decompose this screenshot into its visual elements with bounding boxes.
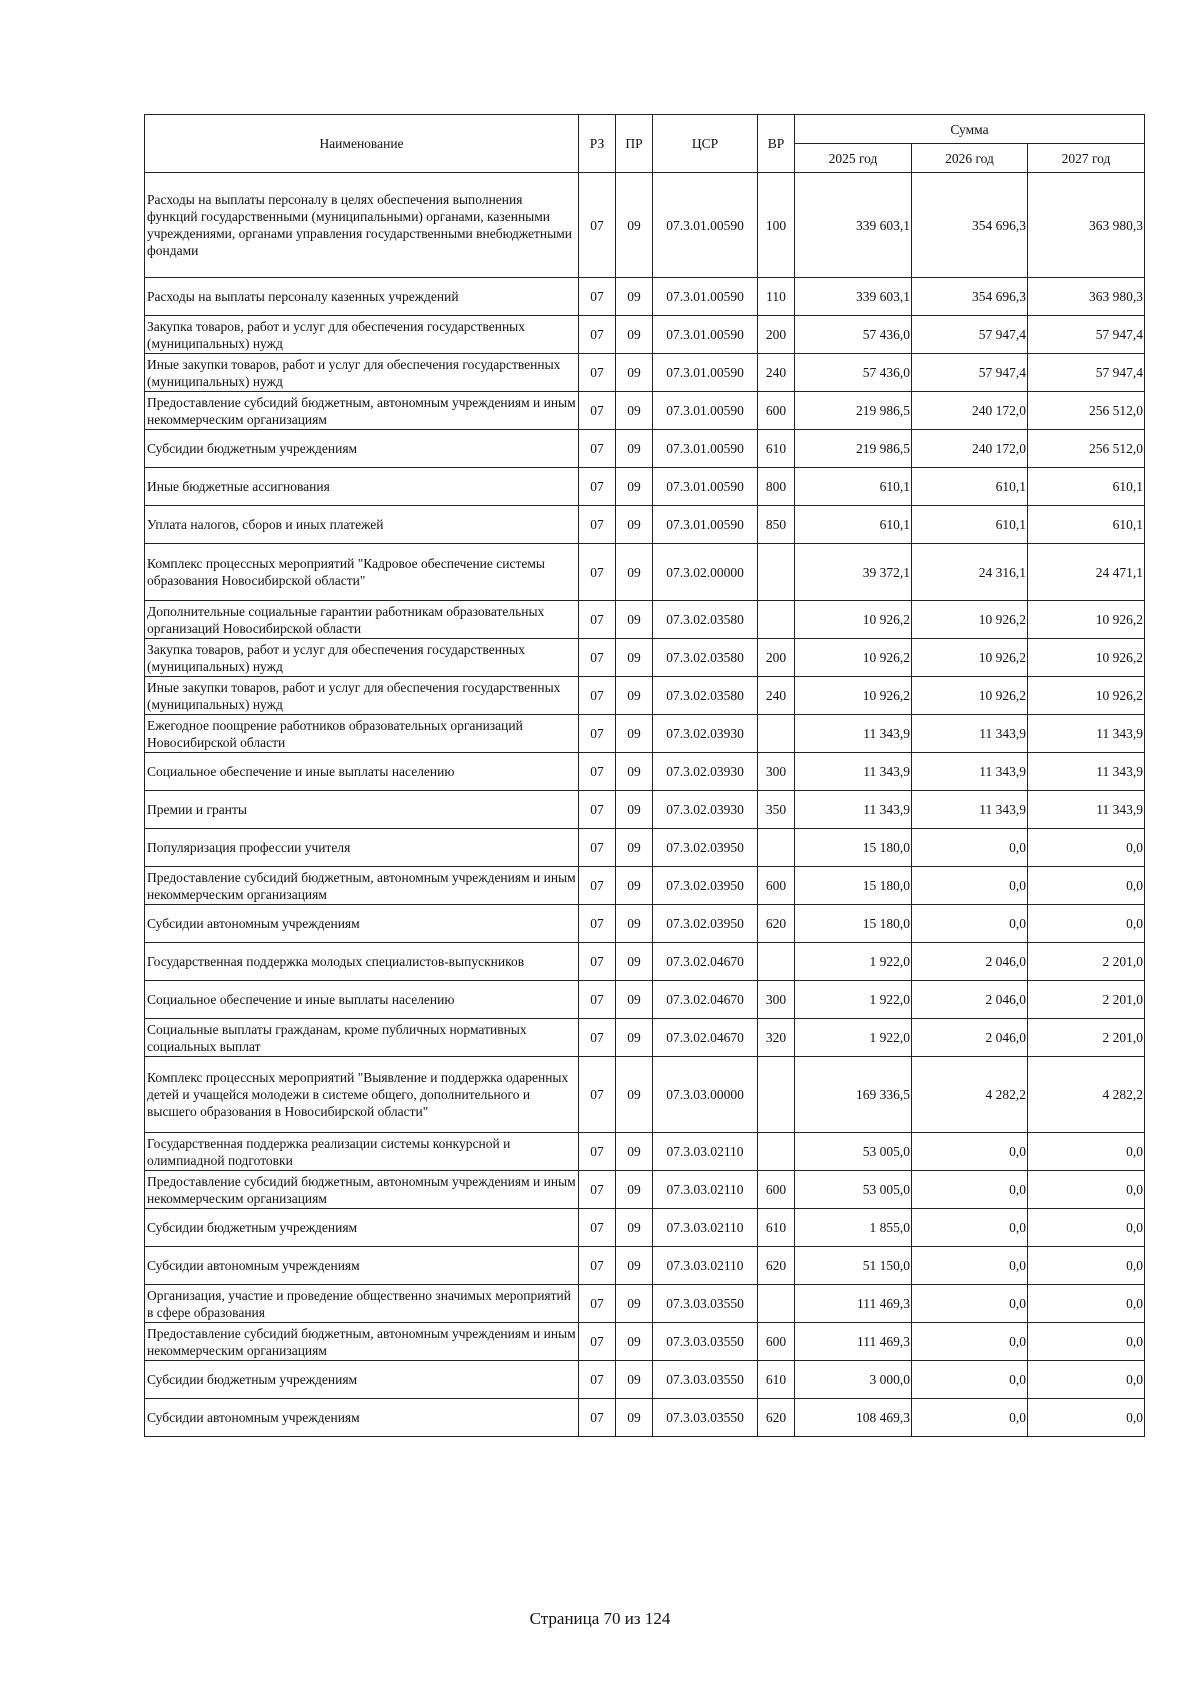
cell-vr: 600 <box>758 1323 795 1361</box>
cell-pr: 09 <box>616 639 653 677</box>
cell-pr: 09 <box>616 1171 653 1209</box>
table-row <box>145 316 1145 354</box>
cell-amount-2027: 0,0 <box>1028 1399 1145 1437</box>
cell-vr: 110 <box>758 278 795 316</box>
cell-amount-2027: 256 512,0 <box>1028 392 1145 430</box>
cell-csr: 07.3.03.03550 <box>653 1399 758 1437</box>
cell-amount-2026: 2 046,0 <box>912 943 1028 981</box>
cell-amount-2026: 0,0 <box>912 905 1028 943</box>
header-pr: ПР <box>616 115 653 173</box>
cell-vr: 320 <box>758 1019 795 1057</box>
table-row <box>145 1361 1145 1399</box>
cell-vr: 240 <box>758 677 795 715</box>
table-row <box>145 677 1145 715</box>
cell-amount-2026: 0,0 <box>912 1247 1028 1285</box>
table-row <box>145 468 1145 506</box>
cell-amount-2026: 0,0 <box>912 1171 1028 1209</box>
cell-amount-2025: 39 372,1 <box>795 544 912 601</box>
cell-amount-2026: 0,0 <box>912 1399 1028 1437</box>
header-name: Наименование <box>145 115 579 173</box>
cell-name: Субсидии автономным учреждениям <box>145 1399 579 1437</box>
cell-vr <box>758 943 795 981</box>
cell-amount-2025: 15 180,0 <box>795 829 912 867</box>
table-row <box>145 1133 1145 1171</box>
cell-amount-2026: 0,0 <box>912 1285 1028 1323</box>
cell-amount-2027: 10 926,2 <box>1028 639 1145 677</box>
cell-csr: 07.3.02.03950 <box>653 905 758 943</box>
cell-csr: 07.3.02.03580 <box>653 601 758 639</box>
table-row <box>145 753 1145 791</box>
cell-amount-2026: 0,0 <box>912 1323 1028 1361</box>
cell-rz: 07 <box>579 506 616 544</box>
cell-pr: 09 <box>616 173 653 278</box>
cell-pr: 09 <box>616 354 653 392</box>
table-row <box>145 829 1145 867</box>
cell-vr: 300 <box>758 753 795 791</box>
cell-pr: 09 <box>616 278 653 316</box>
cell-vr: 800 <box>758 468 795 506</box>
table-row <box>145 1247 1145 1285</box>
cell-csr: 07.3.03.03550 <box>653 1323 758 1361</box>
cell-amount-2025: 3 000,0 <box>795 1361 912 1399</box>
cell-csr: 07.3.03.00000 <box>653 1057 758 1133</box>
cell-rz: 07 <box>579 829 616 867</box>
cell-amount-2025: 10 926,2 <box>795 601 912 639</box>
cell-rz: 07 <box>579 278 616 316</box>
cell-amount-2027: 0,0 <box>1028 1171 1145 1209</box>
table-row <box>145 601 1145 639</box>
table-row <box>145 791 1145 829</box>
cell-rz: 07 <box>579 316 616 354</box>
cell-csr: 07.3.02.04670 <box>653 943 758 981</box>
cell-vr <box>758 1057 795 1133</box>
cell-rz: 07 <box>579 544 616 601</box>
cell-name: Субсидии автономным учреждениям <box>145 1247 579 1285</box>
table-row <box>145 905 1145 943</box>
cell-name: Популяризация профессии учителя <box>145 829 579 867</box>
cell-pr: 09 <box>616 715 653 753</box>
budget-table <box>144 114 1145 1437</box>
cell-amount-2027: 11 343,9 <box>1028 715 1145 753</box>
cell-amount-2025: 219 986,5 <box>795 392 912 430</box>
cell-vr: 300 <box>758 981 795 1019</box>
cell-amount-2027: 0,0 <box>1028 1209 1145 1247</box>
cell-amount-2025: 53 005,0 <box>795 1133 912 1171</box>
cell-amount-2026: 0,0 <box>912 1209 1028 1247</box>
cell-amount-2026: 11 343,9 <box>912 753 1028 791</box>
cell-amount-2026: 57 947,4 <box>912 316 1028 354</box>
cell-csr: 07.3.02.03930 <box>653 791 758 829</box>
cell-pr: 09 <box>616 544 653 601</box>
cell-csr: 07.3.01.00590 <box>653 468 758 506</box>
cell-rz: 07 <box>579 905 616 943</box>
cell-name: Комплекс процессных мероприятий "Кадровое обеспечение системы образования Новосибирской области" <box>145 544 579 601</box>
cell-amount-2025: 1 922,0 <box>795 943 912 981</box>
cell-vr: 200 <box>758 639 795 677</box>
cell-csr: 07.3.01.00590 <box>653 430 758 468</box>
cell-pr: 09 <box>616 430 653 468</box>
cell-pr: 09 <box>616 829 653 867</box>
cell-amount-2026: 240 172,0 <box>912 430 1028 468</box>
cell-pr: 09 <box>616 1323 653 1361</box>
table-row <box>145 392 1145 430</box>
cell-amount-2026: 10 926,2 <box>912 677 1028 715</box>
cell-amount-2025: 51 150,0 <box>795 1247 912 1285</box>
cell-rz: 07 <box>579 981 616 1019</box>
cell-amount-2025: 15 180,0 <box>795 867 912 905</box>
cell-pr: 09 <box>616 1247 653 1285</box>
cell-amount-2026: 240 172,0 <box>912 392 1028 430</box>
cell-amount-2027: 0,0 <box>1028 1361 1145 1399</box>
cell-amount-2025: 1 922,0 <box>795 981 912 1019</box>
cell-name: Субсидии бюджетным учреждениям <box>145 430 579 468</box>
cell-amount-2026: 610,1 <box>912 506 1028 544</box>
cell-vr <box>758 1133 795 1171</box>
table-row <box>145 1209 1145 1247</box>
cell-rz: 07 <box>579 468 616 506</box>
cell-rz: 07 <box>579 791 616 829</box>
cell-pr: 09 <box>616 677 653 715</box>
cell-amount-2026: 10 926,2 <box>912 601 1028 639</box>
cell-rz: 07 <box>579 1209 616 1247</box>
cell-amount-2025: 1 922,0 <box>795 1019 912 1057</box>
cell-name: Иные закупки товаров, работ и услуг для обеспечения государственных (муниципальных) нужд <box>145 354 579 392</box>
cell-csr: 07.3.02.04670 <box>653 1019 758 1057</box>
cell-amount-2027: 363 980,3 <box>1028 278 1145 316</box>
cell-name: Организация, участие и проведение общественно значимых мероприятий в сфере образования <box>145 1285 579 1323</box>
cell-amount-2026: 0,0 <box>912 829 1028 867</box>
cell-name: Предоставление субсидий бюджетным, автономным учреждениям и иным некоммерческим организациям <box>145 867 579 905</box>
cell-vr: 610 <box>758 430 795 468</box>
cell-amount-2025: 10 926,2 <box>795 639 912 677</box>
table-row <box>145 506 1145 544</box>
cell-rz: 07 <box>579 173 616 278</box>
table-row <box>145 1019 1145 1057</box>
cell-amount-2026: 0,0 <box>912 867 1028 905</box>
cell-rz: 07 <box>579 1285 616 1323</box>
cell-pr: 09 <box>616 392 653 430</box>
table-row <box>145 867 1145 905</box>
cell-pr: 09 <box>616 1399 653 1437</box>
cell-vr <box>758 715 795 753</box>
table-row <box>145 1323 1145 1361</box>
cell-name: Расходы на выплаты персоналу казенных учреждений <box>145 278 579 316</box>
cell-rz: 07 <box>579 943 616 981</box>
cell-name: Комплекс процессных мероприятий "Выявление и поддержка одаренных детей и учащейся молодежи в системе общего, дополнительного и высшего образования в Новосибирской области" <box>145 1057 579 1133</box>
cell-amount-2027: 10 926,2 <box>1028 677 1145 715</box>
cell-amount-2027: 0,0 <box>1028 1133 1145 1171</box>
cell-amount-2027: 2 201,0 <box>1028 1019 1145 1057</box>
cell-vr: 610 <box>758 1361 795 1399</box>
cell-pr: 09 <box>616 1133 653 1171</box>
cell-pr: 09 <box>616 943 653 981</box>
cell-pr: 09 <box>616 1285 653 1323</box>
cell-name: Закупка товаров, работ и услуг для обеспечения государственных (муниципальных) нужд <box>145 316 579 354</box>
table-row <box>145 1057 1145 1133</box>
header-year-2026: 2026 год <box>912 144 1028 173</box>
table-row <box>145 544 1145 601</box>
table-row <box>145 981 1145 1019</box>
cell-vr: 200 <box>758 316 795 354</box>
table-row <box>145 943 1145 981</box>
cell-amount-2025: 610,1 <box>795 506 912 544</box>
cell-amount-2025: 108 469,3 <box>795 1399 912 1437</box>
cell-rz: 07 <box>579 677 616 715</box>
cell-amount-2027: 0,0 <box>1028 867 1145 905</box>
cell-vr: 600 <box>758 392 795 430</box>
cell-csr: 07.3.01.00590 <box>653 173 758 278</box>
cell-csr: 07.3.03.03550 <box>653 1361 758 1399</box>
cell-name: Государственная поддержка молодых специалистов-выпускников <box>145 943 579 981</box>
cell-amount-2026: 0,0 <box>912 1361 1028 1399</box>
cell-vr: 620 <box>758 905 795 943</box>
cell-amount-2025: 57 436,0 <box>795 354 912 392</box>
cell-csr: 07.3.01.00590 <box>653 354 758 392</box>
table-row <box>145 173 1145 278</box>
cell-amount-2026: 354 696,3 <box>912 173 1028 278</box>
header-csr: ЦСР <box>653 115 758 173</box>
cell-amount-2026: 10 926,2 <box>912 639 1028 677</box>
header-vr: ВР <box>758 115 795 173</box>
table-row <box>145 354 1145 392</box>
cell-amount-2025: 53 005,0 <box>795 1171 912 1209</box>
cell-amount-2026: 2 046,0 <box>912 981 1028 1019</box>
cell-amount-2027: 363 980,3 <box>1028 173 1145 278</box>
cell-vr <box>758 1285 795 1323</box>
cell-csr: 07.3.01.00590 <box>653 392 758 430</box>
header-rz: РЗ <box>579 115 616 173</box>
cell-rz: 07 <box>579 1247 616 1285</box>
header-sum: Сумма <box>795 115 1145 144</box>
cell-csr: 07.3.03.02110 <box>653 1209 758 1247</box>
cell-amount-2025: 111 469,3 <box>795 1285 912 1323</box>
cell-amount-2026: 0,0 <box>912 1133 1028 1171</box>
cell-pr: 09 <box>616 1209 653 1247</box>
cell-amount-2026: 57 947,4 <box>912 354 1028 392</box>
cell-amount-2027: 256 512,0 <box>1028 430 1145 468</box>
cell-pr: 09 <box>616 753 653 791</box>
cell-vr: 620 <box>758 1399 795 1437</box>
cell-pr: 09 <box>616 506 653 544</box>
cell-rz: 07 <box>579 1019 616 1057</box>
table-row <box>145 715 1145 753</box>
cell-name: Государственная поддержка реализации системы конкурсной и олимпиадной подготовки <box>145 1133 579 1171</box>
cell-pr: 09 <box>616 1057 653 1133</box>
cell-amount-2027: 0,0 <box>1028 829 1145 867</box>
cell-vr: 350 <box>758 791 795 829</box>
cell-name: Социальные выплаты гражданам, кроме публичных нормативных социальных выплат <box>145 1019 579 1057</box>
cell-amount-2027: 57 947,4 <box>1028 316 1145 354</box>
cell-amount-2026: 11 343,9 <box>912 715 1028 753</box>
cell-pr: 09 <box>616 867 653 905</box>
cell-amount-2027: 610,1 <box>1028 506 1145 544</box>
cell-csr: 07.3.03.02110 <box>653 1247 758 1285</box>
cell-name: Дополнительные социальные гарантии работникам образовательных организаций Новосибирской области <box>145 601 579 639</box>
cell-vr: 620 <box>758 1247 795 1285</box>
cell-pr: 09 <box>616 1361 653 1399</box>
cell-pr: 09 <box>616 981 653 1019</box>
cell-rz: 07 <box>579 601 616 639</box>
cell-name: Закупка товаров, работ и услуг для обеспечения государственных (муниципальных) нужд <box>145 639 579 677</box>
cell-amount-2025: 169 336,5 <box>795 1057 912 1133</box>
cell-pr: 09 <box>616 1019 653 1057</box>
cell-pr: 09 <box>616 905 653 943</box>
cell-csr: 07.3.02.03580 <box>653 677 758 715</box>
cell-csr: 07.3.03.03550 <box>653 1285 758 1323</box>
cell-pr: 09 <box>616 601 653 639</box>
cell-vr: 610 <box>758 1209 795 1247</box>
cell-pr: 09 <box>616 316 653 354</box>
cell-amount-2025: 11 343,9 <box>795 753 912 791</box>
cell-vr: 100 <box>758 173 795 278</box>
cell-amount-2026: 2 046,0 <box>912 1019 1028 1057</box>
cell-amount-2027: 24 471,1 <box>1028 544 1145 601</box>
cell-amount-2025: 610,1 <box>795 468 912 506</box>
cell-name: Ежегодное поощрение работников образовательных организаций Новосибирской области <box>145 715 579 753</box>
cell-amount-2026: 24 316,1 <box>912 544 1028 601</box>
cell-amount-2027: 11 343,9 <box>1028 791 1145 829</box>
cell-amount-2027: 0,0 <box>1028 1323 1145 1361</box>
cell-csr: 07.3.01.00590 <box>653 316 758 354</box>
table-header <box>145 115 1145 173</box>
table-row <box>145 639 1145 677</box>
cell-csr: 07.3.03.02110 <box>653 1171 758 1209</box>
cell-amount-2025: 57 436,0 <box>795 316 912 354</box>
cell-name: Предоставление субсидий бюджетным, автономным учреждениям и иным некоммерческим организациям <box>145 392 579 430</box>
cell-vr <box>758 544 795 601</box>
page-number: Страница 70 из 124 <box>529 1609 671 1628</box>
cell-amount-2025: 11 343,9 <box>795 791 912 829</box>
cell-csr: 07.3.02.03580 <box>653 639 758 677</box>
cell-amount-2025: 339 603,1 <box>795 278 912 316</box>
cell-vr <box>758 601 795 639</box>
cell-amount-2025: 219 986,5 <box>795 430 912 468</box>
cell-csr: 07.3.02.04670 <box>653 981 758 1019</box>
cell-amount-2027: 57 947,4 <box>1028 354 1145 392</box>
cell-vr <box>758 829 795 867</box>
cell-csr: 07.3.03.02110 <box>653 1133 758 1171</box>
cell-name: Субсидии автономным учреждениям <box>145 905 579 943</box>
cell-csr: 07.3.02.03930 <box>653 753 758 791</box>
header-year-2025: 2025 год <box>795 144 912 173</box>
cell-name: Иные закупки товаров, работ и услуг для обеспечения государственных (муниципальных) нужд <box>145 677 579 715</box>
cell-name: Предоставление субсидий бюджетным, автономным учреждениям и иным некоммерческим организациям <box>145 1323 579 1361</box>
cell-vr: 600 <box>758 867 795 905</box>
cell-amount-2027: 0,0 <box>1028 1285 1145 1323</box>
cell-amount-2027: 0,0 <box>1028 905 1145 943</box>
cell-csr: 07.3.01.00590 <box>653 506 758 544</box>
cell-name: Иные бюджетные ассигнования <box>145 468 579 506</box>
cell-amount-2025: 1 855,0 <box>795 1209 912 1247</box>
cell-name: Социальное обеспечение и иные выплаты населению <box>145 981 579 1019</box>
cell-amount-2027: 10 926,2 <box>1028 601 1145 639</box>
cell-pr: 09 <box>616 791 653 829</box>
cell-csr: 07.3.01.00590 <box>653 278 758 316</box>
cell-name: Расходы на выплаты персоналу в целях обеспечения выполнения функций государственными (муниципальными) органами, казенными учреждениями, органами управления государственными внебюджетными фондами <box>145 173 579 278</box>
table-row <box>145 1171 1145 1209</box>
cell-rz: 07 <box>579 392 616 430</box>
cell-amount-2025: 111 469,3 <box>795 1323 912 1361</box>
cell-csr: 07.3.02.03950 <box>653 829 758 867</box>
cell-vr: 850 <box>758 506 795 544</box>
cell-amount-2027: 4 282,2 <box>1028 1057 1145 1133</box>
cell-amount-2026: 4 282,2 <box>912 1057 1028 1133</box>
cell-amount-2025: 339 603,1 <box>795 173 912 278</box>
cell-rz: 07 <box>579 354 616 392</box>
cell-vr: 240 <box>758 354 795 392</box>
cell-rz: 07 <box>579 1361 616 1399</box>
cell-csr: 07.3.02.03950 <box>653 867 758 905</box>
cell-amount-2027: 2 201,0 <box>1028 981 1145 1019</box>
cell-rz: 07 <box>579 867 616 905</box>
table-row <box>145 1399 1145 1437</box>
cell-amount-2027: 610,1 <box>1028 468 1145 506</box>
cell-csr: 07.3.02.00000 <box>653 544 758 601</box>
cell-rz: 07 <box>579 639 616 677</box>
cell-name: Предоставление субсидий бюджетным, автономным учреждениям и иным некоммерческим организациям <box>145 1171 579 1209</box>
cell-vr: 600 <box>758 1171 795 1209</box>
cell-name: Уплата налогов, сборов и иных платежей <box>145 506 579 544</box>
cell-amount-2025: 10 926,2 <box>795 677 912 715</box>
cell-csr: 07.3.02.03930 <box>653 715 758 753</box>
cell-rz: 07 <box>579 753 616 791</box>
cell-rz: 07 <box>579 1171 616 1209</box>
cell-rz: 07 <box>579 1399 616 1437</box>
cell-amount-2027: 11 343,9 <box>1028 753 1145 791</box>
cell-pr: 09 <box>616 468 653 506</box>
cell-amount-2026: 354 696,3 <box>912 278 1028 316</box>
cell-name: Субсидии бюджетным учреждениям <box>145 1209 579 1247</box>
table-row <box>145 430 1145 468</box>
cell-rz: 07 <box>579 1323 616 1361</box>
cell-amount-2026: 610,1 <box>912 468 1028 506</box>
cell-amount-2026: 11 343,9 <box>912 791 1028 829</box>
cell-amount-2025: 15 180,0 <box>795 905 912 943</box>
header-year-2027: 2027 год <box>1028 144 1145 173</box>
cell-rz: 07 <box>579 1133 616 1171</box>
cell-name: Субсидии бюджетным учреждениям <box>145 1361 579 1399</box>
cell-name: Премии и гранты <box>145 791 579 829</box>
cell-amount-2027: 0,0 <box>1028 1247 1145 1285</box>
cell-amount-2025: 11 343,9 <box>795 715 912 753</box>
cell-rz: 07 <box>579 715 616 753</box>
table-row <box>145 278 1145 316</box>
cell-name: Социальное обеспечение и иные выплаты населению <box>145 753 579 791</box>
cell-rz: 07 <box>579 1057 616 1133</box>
table-body <box>145 173 1145 1437</box>
cell-amount-2027: 2 201,0 <box>1028 943 1145 981</box>
table-row <box>145 1285 1145 1323</box>
cell-rz: 07 <box>579 430 616 468</box>
